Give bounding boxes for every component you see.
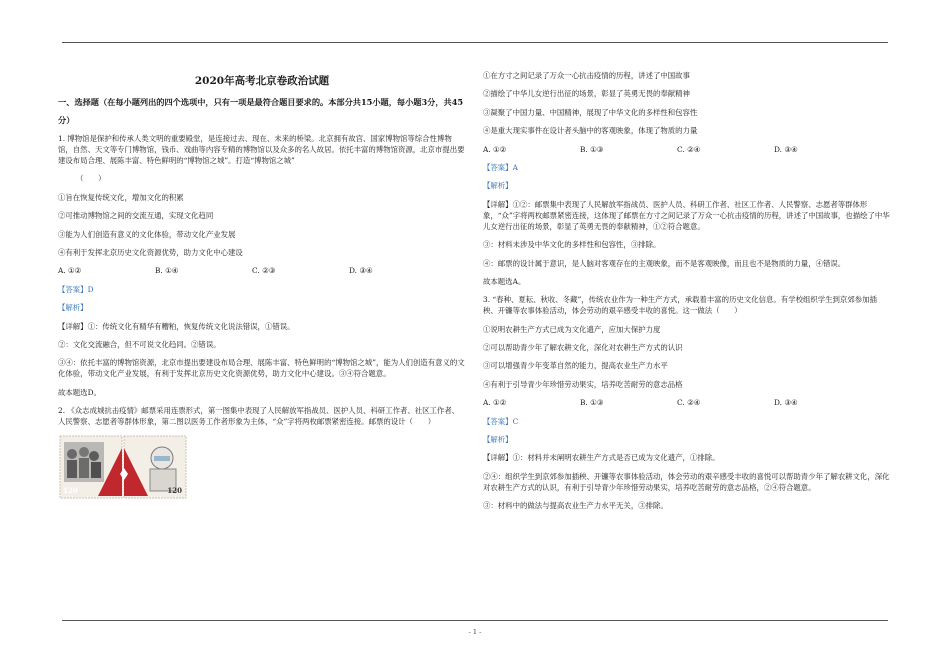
stamp-image xyxy=(58,434,188,500)
q2-options xyxy=(483,144,891,155)
q1-conclusion: 故本题选D。 xyxy=(58,387,101,397)
q1-paren: （ ） xyxy=(76,174,106,184)
q1-option-d: D. ③④ xyxy=(349,266,373,276)
q1-option-a: A. ①② xyxy=(58,266,82,276)
q3-stem: 3. “春种、夏耘、秋收、冬藏”，传统农业作为一种生产方式，承载着丰富的历史文化信息。有学校组织学生到京郊参加插秧、开镰等农事体验活动，体会劳动的艰辛感受丰收的喜悦。这一做法（ ） xyxy=(483,295,877,316)
q2-choice: ③凝聚了中国力量、中国精神，展现了中华文化的多样性和包容性 xyxy=(483,107,698,117)
q2-stem: 2. 《众志成城抗击疫情》邮票采用连票形式，第一图集中表现了人民解放军指战员、医护人员、科研工作者、社区工作者、人民警察、志愿者等群体形象，第二图以医务工作者形象为主体，“众”字将两枚邮票紧密连接。邮票的设计（ ） xyxy=(58,406,460,427)
q1-detail: ②：文化交流融合，但不可说文化趋同。②错误。 xyxy=(58,339,221,349)
q2-option-b: B. ①③ xyxy=(580,144,604,154)
q2-answer: 【答案】A xyxy=(483,162,518,172)
page-number: - 1 - xyxy=(468,628,482,636)
q3-detail: ②④：组织学生到京郊参加插秧、开镰等农事体验活动，体会劳动的艰辛感受丰收的喜悦可以帮助青少年了解农耕文化，深化对农耕生产方式的认识，有利于引导青少年珍惜劳动果实，培养吃苦耐劳的意志品格，②④符合题意。 xyxy=(483,471,890,492)
q2-detail: ④：邮票的设计属于意识，是人脑对客观存在的主观映象，而不是客观映像，而且也不是物质的力量，④错误。 xyxy=(483,258,846,268)
q1-choice: ③能为人们创造有意义的文化体验，带动文化产业发展 xyxy=(58,229,236,239)
q1-option-c: C. ②③ xyxy=(252,266,276,276)
q1-answer: 【答案】D xyxy=(58,284,94,294)
q2-option-d: D. ③④ xyxy=(774,144,798,154)
q3-option-b: B. ①③ xyxy=(580,398,604,408)
q1-detail: ③④：依托丰富的博物馆资源，北京市提出要建设布局合理、展陈丰富、特色鲜明的“博物馆之城”，能为人们创造有意义的文化体验，带动文化产业发展，有利于发挥北京历史文化资源优势，助力文化中心建设。③④符合题意。 xyxy=(58,358,465,379)
q3-option-d: D. ③④ xyxy=(774,398,798,408)
q3-analysis-label: 【解析】 xyxy=(483,435,513,445)
left-column xyxy=(58,76,466,500)
stamp-left-value: 120 xyxy=(63,486,78,496)
q3-option-c: C. ②④ xyxy=(677,398,701,408)
q1-detail: 【详解】①：传统文化有精华有糟粕，恢复传统文化说法错误，①错误。 xyxy=(58,321,295,331)
q2-conclusion: 故本题选A。 xyxy=(483,276,526,286)
stamp-right-value: 120 xyxy=(167,486,182,496)
q2-choice: ②描绘了中华儿女逆行出征的场景，彰显了英勇无畏的奉献精神 xyxy=(483,89,690,99)
q3-choice: ①说明农耕生产方式已成为文化遗产，应加大保护力度 xyxy=(483,324,661,334)
q1-stem: 1. 博物馆是保护和传承人类文明的重要殿堂，是连接过去、现在、未来的桥梁。北京拥有故宫、国家博物馆等综合性博物馆，自然、天文等专门博物馆，钱币、戏曲等内容专精的博物馆以及众多的名人故居。依托丰富的博物馆资源，北京市提出要建设布局合理、展陈丰富、特色鲜明的“博物馆之城”。打造“博物馆之城” xyxy=(58,134,465,165)
q2-choice: ④是重大现实事件在设计者头脑中的客观映象，体现了物质的力量 xyxy=(483,126,698,136)
right-column xyxy=(483,70,891,519)
q2-option-c: C. ②④ xyxy=(677,144,701,154)
q3-detail: 【详解】①：材料并未阐明农耕生产方式是否已成为文化遗产，①排除。 xyxy=(483,453,720,463)
q2-detail: ③：材料未涉及中华文化的多样性和包容性，③排除。 xyxy=(483,240,661,250)
q1-choice: ②可推动博物馆之间的交流互通，实现文化趋同 xyxy=(58,211,214,221)
top-rule xyxy=(62,42,888,43)
q3-choice: ②可以帮助青少年了解农耕文化，深化对农耕生产方式的认识 xyxy=(483,343,683,353)
q2-choice: ①在方寸之间记录了万众一心抗击疫情的历程，讲述了中国故事 xyxy=(483,71,690,80)
q2-analysis-label: 【解析】 xyxy=(483,181,513,191)
q1-choice: ④有利于发挥北京历史文化资源优势，助力文化中心建设 xyxy=(58,247,243,257)
section-heading: 一、选择题（在每小题列出的四个选项中，只有一项是最符合题目要求的。本部分共15小题，每小题3分，共45分） xyxy=(58,97,464,125)
q1-analysis-label: 【解析】 xyxy=(58,303,88,313)
q3-options xyxy=(483,397,891,408)
q2-option-a: A. ①② xyxy=(483,144,507,154)
q3-detail: ③：材料中的做法与提高农业生产力水平无关，③排除。 xyxy=(483,501,668,511)
q3-option-a: A. ①② xyxy=(483,398,507,408)
q1-choice: ①旨在恢复传统文化，增加文化的积累 xyxy=(58,192,184,202)
bottom-rule xyxy=(62,620,888,621)
q1-options xyxy=(58,265,466,276)
page-title: 2020年高考北京卷政治试题 xyxy=(194,75,330,87)
q3-choice: ③可以增强青少年变革自然的能力，提高农业生产力水平 xyxy=(483,361,668,371)
q3-answer: 【答案】C xyxy=(483,416,519,426)
q2-detail: 【详解】①②：邮票集中表现了人民解放军指战员、医护人员、科研工作者、社区工作者、人民警察、志愿者等群体形象，“众”字将两枚邮票紧密连接，这体现了邮票在方寸之间记录了万众一心抗击疫情的历程，讲述了中国故事，也描绘了中华儿女逆行出征的场景，彰显了英勇无畏的奉献精神，①②符合题意。 xyxy=(483,199,890,231)
q3-choice: ④有利于引导青少年珍惜劳动果实，培养吃苦耐劳的意志品格 xyxy=(483,379,683,389)
q1-option-b: B. ①④ xyxy=(155,266,179,276)
